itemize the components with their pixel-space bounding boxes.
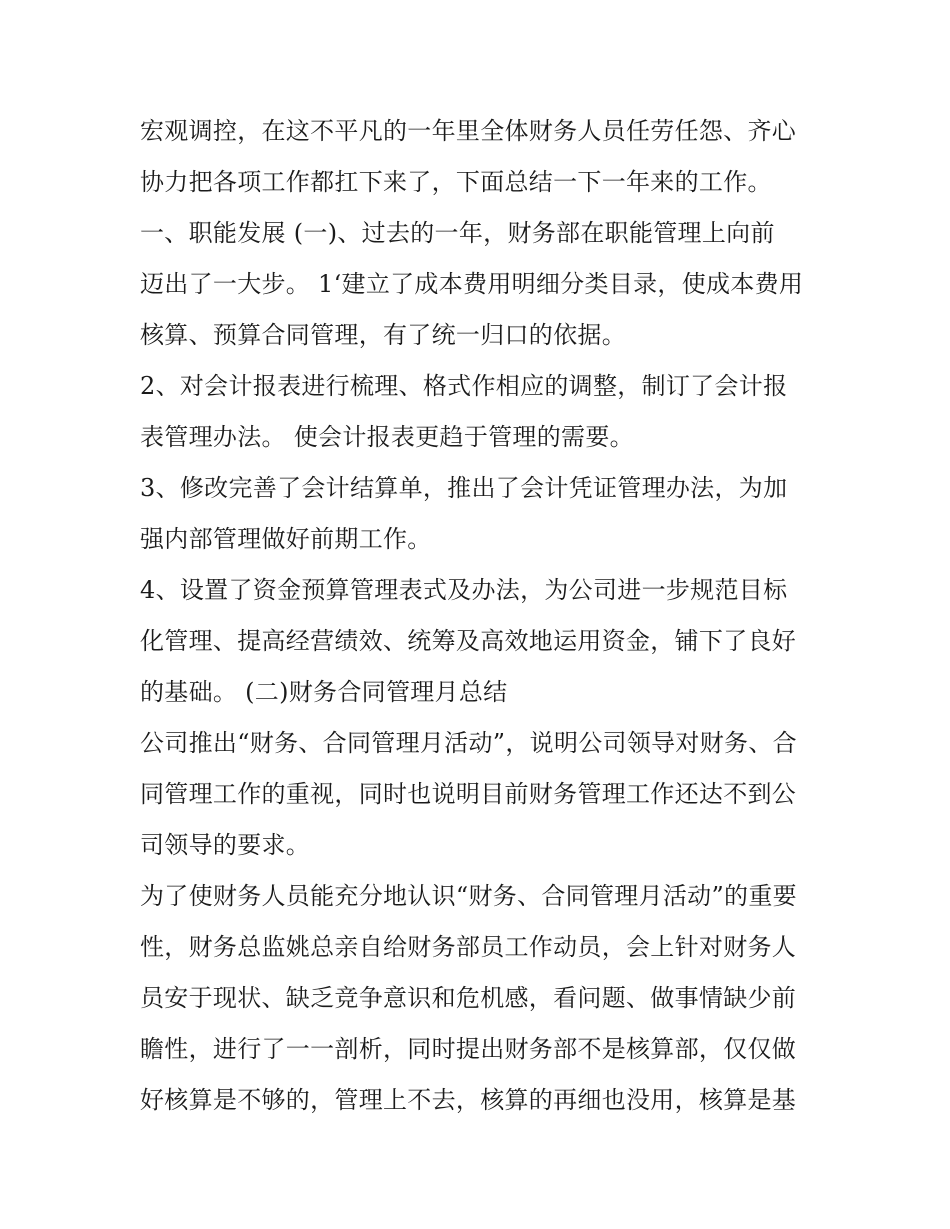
text-line: 表管理办法。 使会计报表更趋于管理的需要。 [140,423,634,451]
text-line: 化管理、提高经营绩效、统筹及高效地运用资金，铺下了良好 [140,627,797,655]
text-line: 性，财务总监姚总亲自给财务部员工作动员，会上针对财务人 [140,933,797,961]
text-line: 为了使财务人员能充分地认识“财务、合同管理月活动”的重要 [140,882,797,910]
text-line: 一、职能发展 (一)、过去的一年，财务部在职能管理上向前 [140,219,775,247]
text-line: 宏观调控，在这不平凡的一年里全体财务人员任劳任怨、齐心 [140,117,797,145]
text-line: 2、对会计报表进行梳理、格式作相应的调整，制订了会计报 [140,372,788,400]
document-body [140,106,820,1126]
text-line: 公司推出“财务、合同管理月活动”，说明公司领导对财务、合 [140,729,797,757]
text-line: 瞻性，进行了一一剖析，同时提出财务部不是核算部，仅仅做 [140,1035,797,1063]
text-line: 核算、预算合同管理，有了统一归口的依据。 [140,321,626,349]
text-line: 的基础。 (二)财务合同管理月总结 [140,678,508,706]
text-line: 4、设置了资金预算管理表式及办法，为公司进一步规范目标 [140,576,788,604]
text-line: 员安于现状、缺乏竞争意识和危机感，看问题、做事情缺少前 [140,984,797,1012]
text-line: 协力把各项工作都扛下来了，下面总结一下一年来的工作。 [140,168,772,196]
text-line: 强内部管理做好前期工作。 [140,525,432,553]
text-line: 3、修改完善了会计结算单，推出了会计凭证管理办法，为加 [140,474,788,502]
text-line: 迈出了一大步。 1‘建立了成本费用明细分类目录，使成本费用 [140,270,804,298]
text-line: 好核算是不够的，管理上不去，核算的再细也没用，核算是基 [140,1086,797,1114]
text-line: 同管理工作的重视，同时也说明目前财务管理工作还达不到公 [140,780,797,808]
text-line: 司领导的要求。 [140,831,311,859]
